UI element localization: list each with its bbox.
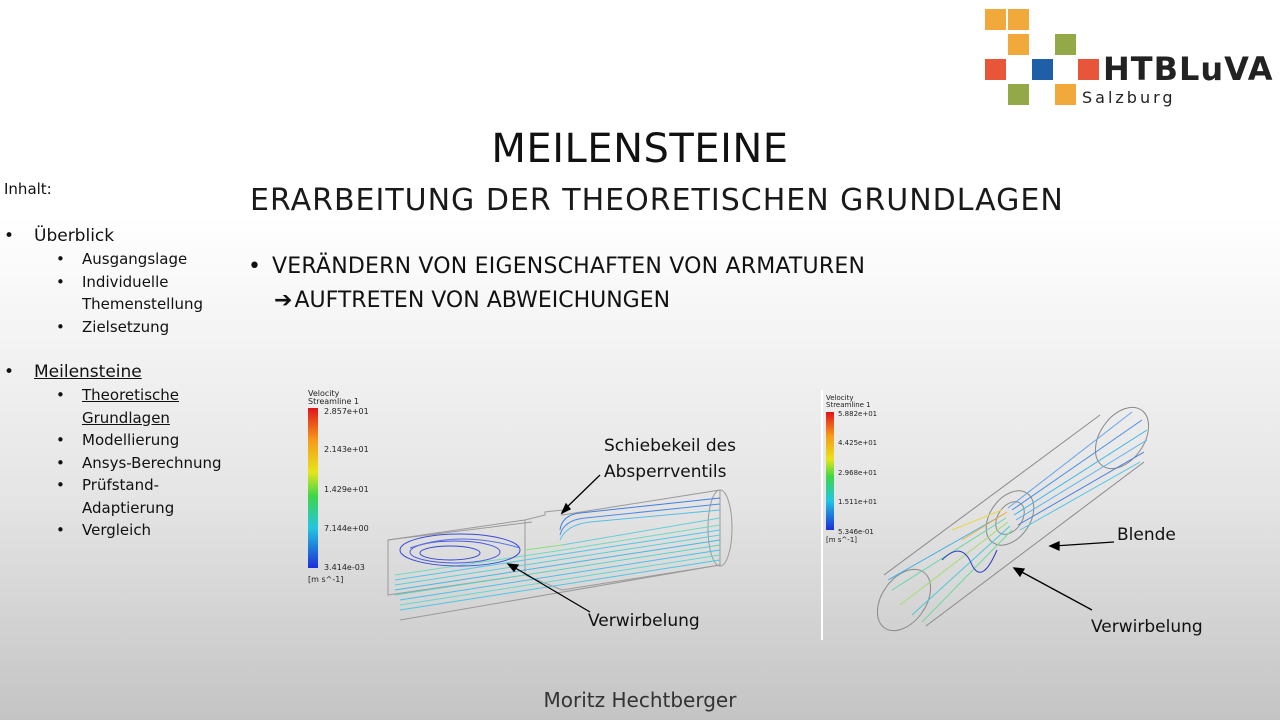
table-of-contents xyxy=(4,180,232,542)
logo-square xyxy=(985,9,1006,30)
bullet-dot: • xyxy=(248,254,262,279)
annotation-vortex-left: Verwirbelung xyxy=(588,611,700,631)
legend-tick: 7.144e+00 xyxy=(324,524,369,533)
legend-subtitle: Streamline 1 xyxy=(308,397,360,406)
color-bar xyxy=(826,412,834,530)
logo-square xyxy=(1008,84,1029,105)
toc-item-current[interactable]: Theoretische Grundlagen xyxy=(82,386,179,427)
logo-square xyxy=(1008,34,1029,55)
legend-tick: 1.511e+01 xyxy=(838,498,878,506)
streamlines xyxy=(888,412,1147,622)
legend-subtitle: Streamline 1 xyxy=(826,401,871,409)
toc-item[interactable]: • Vergleich xyxy=(4,519,232,542)
annotation-valve-wedge: Schiebekeil des Absperrventils xyxy=(604,436,736,482)
sub-bullet-text: AUFTRETEN VON ABWEICHUNGEN xyxy=(294,288,671,313)
logo-wordmark: HTBLuVA xyxy=(1103,50,1274,88)
arrow-right-icon: ➔ xyxy=(274,288,293,313)
annotation-orifice: Blende xyxy=(1117,525,1176,545)
legend-title: Velocity xyxy=(826,394,854,402)
slide-title: MEILENSTEINE xyxy=(491,126,789,172)
main-bullet-text: VERÄNDERN VON EIGENSCHAFTEN VON ARMATUREN xyxy=(272,254,866,279)
toc-item[interactable]: • Modellierung xyxy=(4,429,232,452)
legend-tick: 3.414e-03 xyxy=(324,563,365,572)
logo-square xyxy=(1032,59,1053,80)
toc-item[interactable]: • Ansys-Berechnung xyxy=(4,452,232,475)
legend-tick: 2.143e+01 xyxy=(324,445,369,454)
logo-square xyxy=(985,59,1006,80)
annotation-arrows xyxy=(1014,542,1114,610)
pipe-geometry xyxy=(866,398,1159,640)
valve-simulation-figure xyxy=(300,380,740,640)
slide-subtitle: ERARBEITUNG DER THEORETISCHEN GRUNDLAGEN xyxy=(250,183,1064,218)
color-bar xyxy=(308,408,318,568)
presenter-name: Moritz Hechtberger xyxy=(543,688,737,712)
toc-heading: Inhalt: xyxy=(4,180,52,198)
legend-tick: 2.968e+01 xyxy=(838,469,878,477)
logo-square xyxy=(1008,9,1029,30)
legend-tick: 4.425e+01 xyxy=(838,439,878,447)
logo-square xyxy=(1055,34,1076,55)
legend-title: Velocity xyxy=(308,389,340,398)
legend-tick: 1.429e+01 xyxy=(324,485,369,494)
legend-tick: 2.857e+01 xyxy=(324,407,369,416)
sub-bullet xyxy=(274,288,670,313)
legend-unit: [m s^-1] xyxy=(826,536,857,544)
main-bullet xyxy=(248,254,865,279)
logo-location: Salzburg xyxy=(1082,88,1176,107)
toc-item[interactable]: • Zielsetzung xyxy=(4,316,232,339)
toc-item[interactable]: • Ausgangslage xyxy=(4,248,232,271)
logo-square xyxy=(1078,59,1099,80)
toc-item[interactable]: • Prüfstand-Adaptierung xyxy=(4,474,232,519)
legend-tick: 5.882e+01 xyxy=(838,410,878,418)
annotation-vortex-right: Verwirbelung xyxy=(1091,617,1203,637)
toc-section-current[interactable]: Meilensteine xyxy=(34,362,142,382)
logo-square xyxy=(1055,84,1076,105)
orifice-simulation-figure xyxy=(822,390,1162,640)
toc-section[interactable]: • Überblick xyxy=(4,224,232,248)
toc-item[interactable]: • Individuelle Themenstellung xyxy=(4,271,232,316)
legend-unit: [m s^-1] xyxy=(308,575,344,584)
legend-tick: 5.346e-01 xyxy=(838,528,874,536)
